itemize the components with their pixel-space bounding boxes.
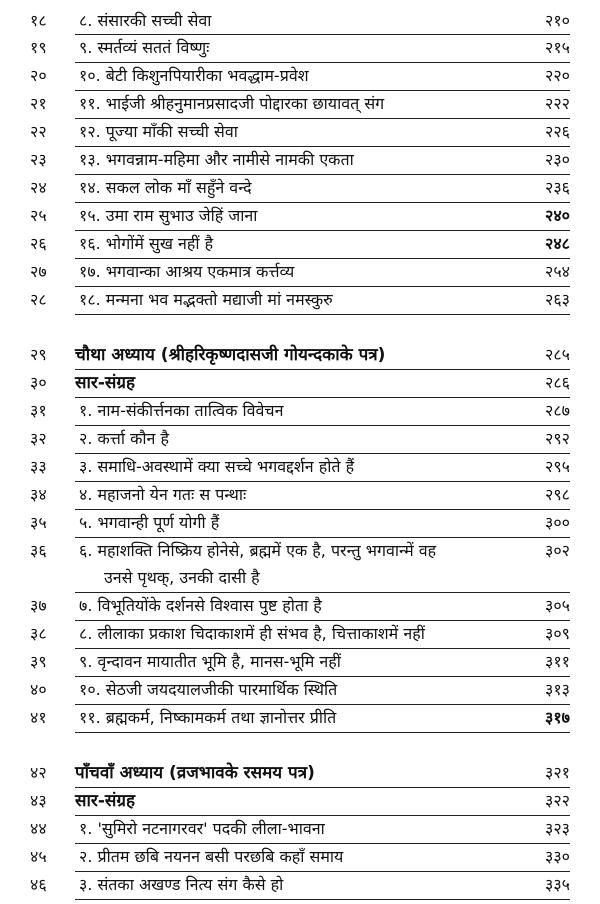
entry-title: ५. भगवान्ही पूर्ण योगी हैं: [79, 513, 220, 532]
row-divider: [75, 286, 570, 287]
entry-title: १०. सेठजी जयदयालजीकी पारमार्थिक स्थिति: [79, 680, 338, 699]
entry-title: ९. वृन्दावन मायातीत भूमि है, मानस-भूमि नहीं: [79, 652, 341, 671]
row-divider: [75, 397, 570, 398]
serial-number: २५: [30, 206, 47, 225]
row-divider: [75, 174, 570, 175]
serial-number: ३१: [30, 401, 47, 420]
page-number: २४८: [545, 234, 570, 253]
entry-title: ८. लीलाका प्रकाश चिदाकाशमें ही संभव है, चित्ताकाशमें नहीं: [79, 624, 425, 643]
page-number: २९२: [545, 429, 570, 448]
entry-title: २. प्रीतम छबि नयनन बसी परछबि कहाँ समाय: [79, 847, 344, 866]
serial-number: २४: [30, 178, 47, 197]
page-number: २४०: [545, 206, 570, 225]
row-divider: [75, 453, 570, 454]
chapter-heading: चौथा अध्याय (श्रीहरिकृष्णदासजी गोयन्दकाके पत्र): [75, 345, 386, 365]
serial-number: ३९: [30, 652, 47, 671]
serial-number: ३६: [30, 541, 47, 560]
page-number: २६३: [545, 290, 570, 309]
row-divider: [75, 899, 570, 900]
entry-title: ३. समाधि-अवस्थामें क्या सच्चे भगवद्दर्शन होते हैं: [79, 457, 355, 476]
chapter-heading: पाँचवाँ अध्याय (व्रजभावके रसमय पत्र): [75, 763, 315, 783]
serial-number: १८: [30, 11, 47, 30]
page-number: ३००: [545, 513, 570, 532]
entry-title: ६. महाशक्ति निष्क्रिय होनेसे, ब्रह्ममें एक है, परन्तु भगवान्में वह: [79, 541, 437, 560]
entry-title: १३. भगवन्नाम-महिमा और नामीसे नामकी एकता: [79, 150, 354, 169]
entry-title: १. नाम-संकीर्त्तनका तात्विक विवेचन: [79, 401, 284, 420]
page-number: ३०२: [545, 541, 570, 560]
entry-title: ४. महाजनो येन गतः स पन्थाः: [79, 485, 247, 504]
serial-number: ३५: [30, 513, 47, 532]
serial-number: २८: [30, 290, 47, 309]
page-number: २२२: [545, 94, 570, 113]
row-divider: [75, 648, 570, 649]
row-divider: [75, 314, 570, 315]
row-divider: [75, 537, 570, 538]
entry-title: १४. सकल लोक माँ सहुँने वन्दे: [79, 178, 252, 197]
serial-number: ४०: [30, 680, 47, 699]
page-number: २८७: [545, 401, 570, 420]
serial-number: ४२: [30, 763, 47, 782]
serial-number: ४३: [30, 791, 47, 810]
serial-number: ३८: [30, 624, 47, 643]
row-divider: [75, 481, 570, 482]
page-number: २२६: [545, 122, 570, 141]
page-number: २३६: [545, 178, 570, 197]
page-number: २१५: [545, 38, 570, 57]
page-number: २९८: [545, 485, 570, 504]
row-divider: [75, 34, 570, 35]
page-number: २२०: [545, 66, 570, 85]
page-number: ३१३: [545, 680, 570, 699]
entry-title: २. कर्त्ता कौन है: [79, 429, 169, 448]
serial-number: ३४: [30, 485, 47, 504]
row-divider: [75, 202, 570, 203]
row-divider: [75, 369, 570, 370]
row-divider: [75, 90, 570, 91]
entry-title: ७. विभूतियोंके दर्शनसे विश्वास पुष्ट होता है: [79, 596, 322, 615]
summary-heading: सार-संग्रह: [75, 373, 136, 393]
serial-number: ४५: [30, 847, 47, 866]
page-number: २९५: [545, 457, 570, 476]
entry-continuation: उनसे पृथक्, उनकी दासी है: [104, 568, 260, 587]
entry-title: १. 'सुमिरो नटनागरवर' पदकी लीला-भावना: [79, 819, 325, 838]
entry-title: ११. ब्रह्मकर्म, निष्कामकर्म तथा ज्ञानोत्तर प्रीति: [79, 708, 337, 727]
row-divider: [75, 146, 570, 147]
page-number: ३३०: [545, 847, 570, 866]
serial-number: ४१: [30, 708, 47, 727]
page-number: २८६: [545, 373, 570, 392]
page-number: ३२३: [545, 819, 570, 838]
entry-title: ३. संतका अखण्ड नित्य संग कैसे हो: [79, 875, 284, 894]
serial-number: ३३: [30, 457, 47, 476]
page-number: २३०: [545, 150, 570, 169]
serial-number: २१: [30, 94, 47, 113]
serial-number: ३२: [30, 429, 47, 448]
serial-number: २२: [30, 122, 47, 141]
serial-number: १९: [30, 38, 47, 57]
page-number: २१०: [545, 11, 570, 30]
row-divider: [75, 62, 570, 63]
serial-number: २९: [30, 345, 47, 364]
row-divider: [75, 118, 570, 119]
entry-title: १६. भोगोंमें सुख नहीं है: [79, 234, 214, 253]
row-divider: [75, 871, 570, 872]
row-divider: [75, 843, 570, 844]
entry-title: १२. पूज्या माँकी सच्ची सेवा: [79, 122, 238, 141]
row-divider: [75, 258, 570, 259]
page-number: ३१७: [545, 708, 570, 727]
serial-number: ३०: [30, 373, 47, 392]
serial-number: २०: [30, 66, 47, 85]
serial-number: ३७: [30, 596, 47, 615]
page-number: ३०५: [545, 596, 570, 615]
row-divider: [75, 509, 570, 510]
page-number: २५४: [545, 262, 570, 281]
serial-number: २३: [30, 150, 47, 169]
row-divider: [75, 815, 570, 816]
entry-title: १५. उमा राम सुभाउ जेहिं जाना: [79, 206, 258, 225]
entry-title: १०. बेटी किशुनपियारीका भवद्धाम-प्रवेश: [79, 66, 309, 85]
row-divider: [75, 787, 570, 788]
serial-number: ४४: [30, 819, 47, 838]
entry-title: १७. भगवान्का आश्रय एकमात्र कर्त्तव्य: [79, 262, 295, 281]
entry-title: ११. भाईजी श्रीहनुमानप्रसादजी पोद्दारका छायावत् संग: [79, 94, 385, 113]
serial-number: २७: [30, 262, 47, 281]
page-number: २८५: [545, 345, 570, 364]
page-number: ३३५: [545, 875, 570, 894]
page-number: ३२१: [545, 763, 570, 782]
entry-title: ९. स्मर्तव्यं सततं विष्णुः: [79, 38, 210, 57]
page-number: ३०९: [545, 624, 570, 643]
row-divider: [75, 732, 570, 733]
row-divider: [75, 676, 570, 677]
row-divider: [75, 230, 570, 231]
row-divider: [75, 592, 570, 593]
row-divider: [75, 620, 570, 621]
summary-heading: सार-संग्रह: [75, 791, 136, 811]
page-number: ३११: [545, 652, 570, 671]
row-divider: [75, 704, 570, 705]
entry-title: १८. मन्मना भव मद्भक्तो मद्याजी मां नमस्कुरु: [79, 290, 333, 309]
page-number: ३२२: [545, 791, 570, 810]
row-divider: [75, 425, 570, 426]
entry-title: ८. संसारकी सच्ची सेवा: [79, 11, 212, 30]
serial-number: ४६: [30, 875, 47, 894]
serial-number: २६: [30, 234, 47, 253]
